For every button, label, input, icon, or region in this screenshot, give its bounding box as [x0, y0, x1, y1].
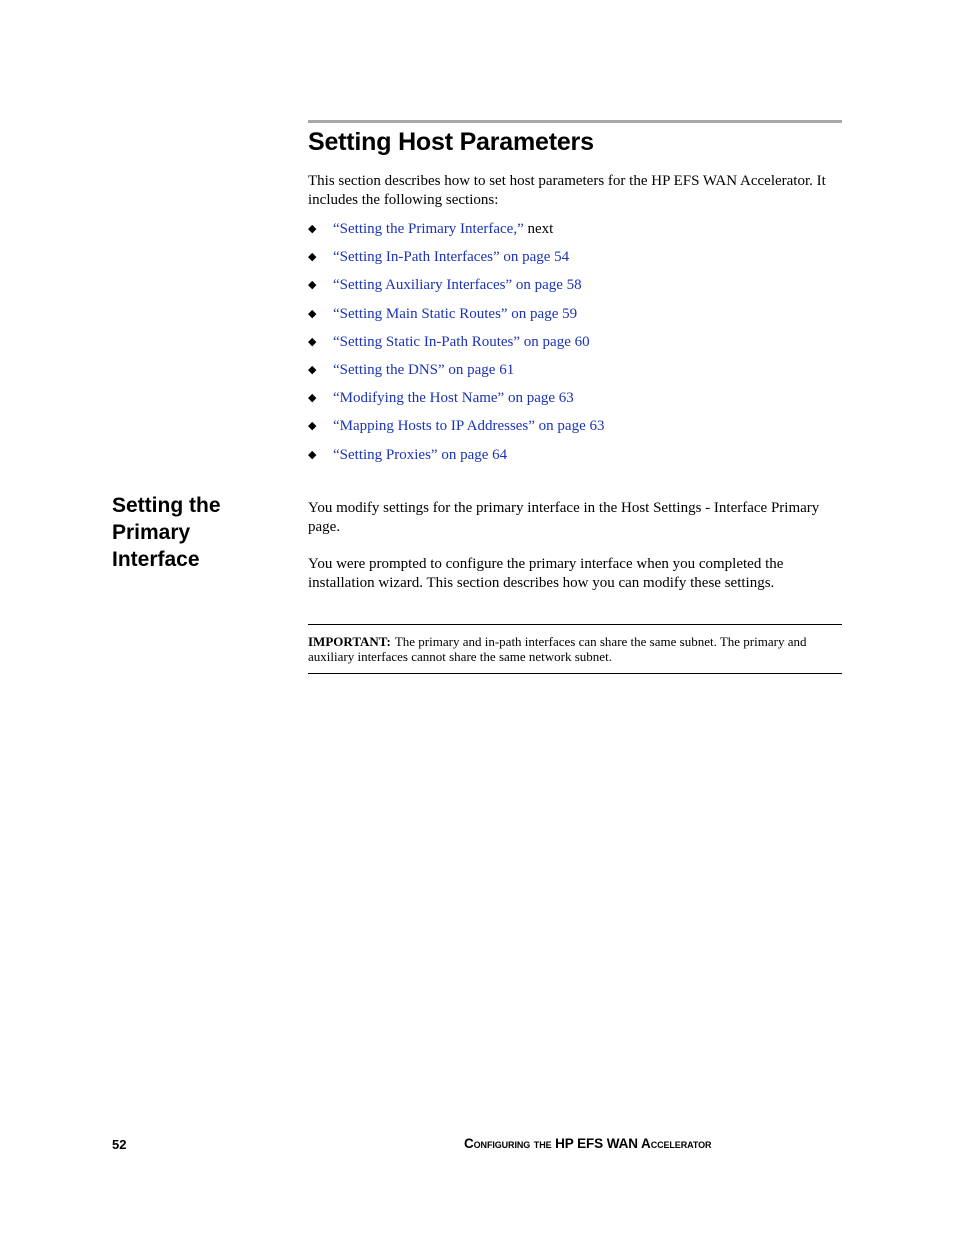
list-item	[308, 388, 605, 416]
diamond-bullet-icon: ◆	[308, 391, 317, 405]
list-item	[308, 416, 605, 444]
list-item	[308, 275, 605, 303]
important-note-text: The primary and in-path interfaces can share the same subnet. The primary and auxiliary interfaces cannot share the same network subnet.	[308, 634, 807, 664]
xref-link-dns[interactable]: “Setting the DNS” on page 61	[333, 361, 515, 378]
xref-link-main-static-routes[interactable]: “Setting Main Static Routes” on page 59	[333, 305, 578, 322]
section-top-rule	[308, 120, 842, 123]
diamond-bullet-icon: ◆	[308, 447, 317, 461]
diamond-bullet-icon: ◆	[308, 419, 317, 433]
xref-link-static-in-path-routes[interactable]: “Setting Static In-Path Routes” on page 60	[333, 333, 590, 350]
section-intro: This section describes how to set host parameters for the HP EFS WAN Accelerator. It includes the following sections:	[308, 173, 826, 208]
xref-suffix: next	[523, 221, 554, 237]
list-item	[308, 332, 605, 360]
subsection-heading: Setting the Primary Interface	[112, 494, 221, 571]
xref-link-host-name[interactable]: “Modifying the Host Name” on page 63	[333, 390, 574, 407]
xref-link-auxiliary-interfaces[interactable]: “Setting Auxiliary Interfaces” on page 58	[333, 277, 582, 294]
xref-link-in-path-interfaces[interactable]: “Setting In-Path Interfaces” on page 54	[333, 249, 570, 266]
diamond-bullet-icon: ◆	[308, 334, 317, 348]
diamond-bullet-icon: ◆	[308, 222, 317, 235]
important-note-body	[308, 634, 848, 664]
xref-link-mapping-hosts[interactable]: “Mapping Hosts to IP Addresses” on page 63	[333, 418, 605, 435]
footer-running-title: Configuring the HP EFS WAN Accelerator	[464, 1136, 712, 1151]
xref-link-proxies[interactable]: “Setting Proxies” on page 64	[333, 446, 508, 463]
subsection-paragraph-2: You were prompted to configure the primary interface when you completed the installation wizard. This section describes how you can modify these settings.	[308, 556, 784, 591]
list-item	[308, 360, 605, 388]
footer-page-number: 52	[112, 1137, 127, 1152]
subsection-paragraph-1: You modify settings for the primary interface in the Host Settings - Interface Primary page.	[308, 500, 820, 535]
diamond-bullet-icon: ◆	[308, 306, 317, 320]
important-note	[308, 624, 842, 674]
list-item	[308, 219, 605, 247]
important-note-label: IMPORTANT:	[308, 634, 391, 649]
section-link-list	[308, 219, 605, 473]
list-item	[308, 247, 605, 275]
diamond-bullet-icon: ◆	[308, 278, 317, 292]
list-item	[308, 304, 605, 332]
diamond-bullet-icon: ◆	[308, 362, 317, 376]
list-item	[308, 445, 605, 473]
xref-link-primary-interface[interactable]: “Setting the Primary Interface,”	[333, 221, 524, 237]
diamond-bullet-icon: ◆	[308, 250, 317, 264]
section-title: Setting Host Parameters	[308, 128, 594, 156]
